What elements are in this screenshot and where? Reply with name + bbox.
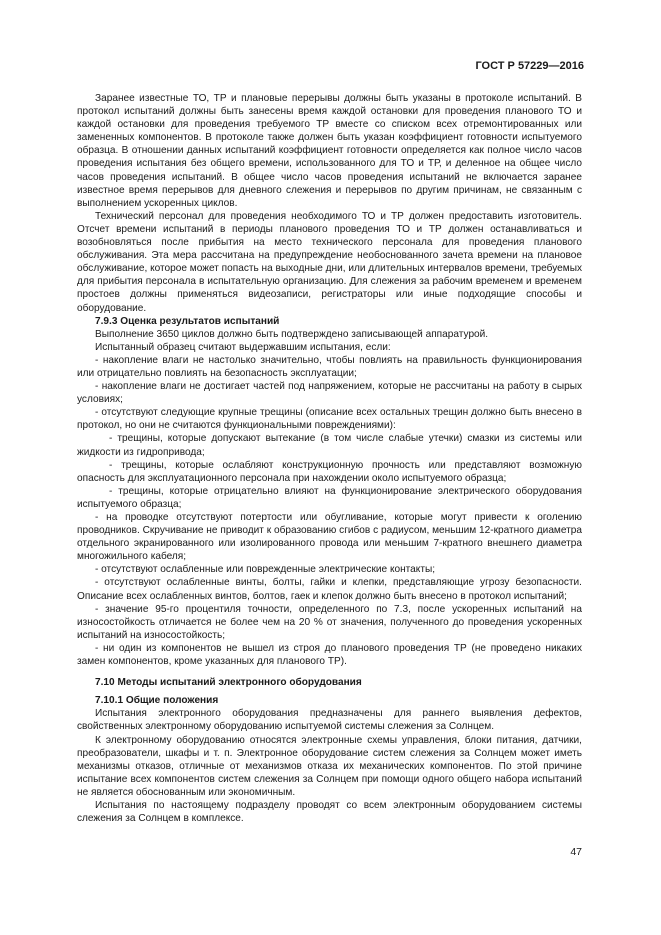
list-item: - отсутствуют ослабленные или поврежденные электрические контакты; [95, 564, 436, 576]
list-item: - на проводке отсутствуют потертости или обугливание, которые могут привести к оголению проводников. Скручивание не приводит к образованию сгибов с радиусом, меньшим 12-кратного диаметра отдельного экранированного или изолированного провода или меньшим 7-кратного внешнего диаметра многожильного кабеля; [77, 512, 582, 563]
section-heading-7-10-1: 7.10.1 Общие положения [95, 695, 219, 707]
paragraph-criteria-intro: Испытанный образец считают выдержавшим испытания, если: [95, 341, 391, 353]
list-item: - накопление влаги не достигает частей под напряжением, которые не рассчитаны на работу в сырых условиях; [77, 381, 582, 406]
paragraph-purpose: Испытания электронного оборудования предназначены для раннего выявления дефектов, свойственных электронному оборудованию испытуемой системы слежения за Солнцем. [77, 708, 582, 733]
paragraph-personnel: Технический персонал для проведения необходимого ТО и ТР должен предоставить изготовитель. Отсчет времени испытаний в периоды планового проведения ТО и ТР должен останавливаться и возобновляться после прибытия на место технического персонала для проведения планового обслуживания. Эта мера рассчитана на предупреждение необоснованного зачета времени на плановое обслуживание, которое может попасть на выходные дни, или длительных интервалов времени, требуемых для прибытия персонала в испытательную организацию. Для слежения за рабочим временем и временем простоев должны применяться видеозаписи, регистраторы или иные подходящие способы и оборудование. [77, 210, 582, 314]
list-item: - накопление влаги не настолько значительно, чтобы повлиять на правильность функционирования или отрицательно повлиять на безопасность эксплуатации; [77, 354, 582, 379]
list-item: - отсутствуют ослабленные винты, болты, гайки и клепки, представляющие угрозу безопасности. Описание всех ослабленных винтов, болтов, гаек и клепок должно быть внесено в протокол испытаний; [77, 577, 582, 602]
section-heading-7-10: 7.10 Методы испытаний электронного оборудования [95, 677, 362, 689]
list-item: - отсутствуют следующие крупные трещины (описание всех остальных трещин должно быть внесено в протокол, но они не считаются функциональными повреждениями): [77, 407, 582, 432]
paragraph-cycles: Выполнение 3650 циклов должно быть подтверждено записывающей аппаратурой. [95, 328, 489, 340]
document-body [77, 92, 582, 825]
paragraph-scope: Испытания по настоящему подразделу проводят со всем электронным оборудованием системы слежения за Солнцем в комплексе. [77, 799, 582, 825]
list-item: - ни один из компонентов не вышел из строя до планового проведения ТР (не проведено никаких замен компонентов, кроме указанных для планового ТР). [77, 642, 582, 668]
sub-list-item: - трещины, которые отрицательно влияют на функционирование электрического оборудования испытуемого образца; [77, 485, 582, 510]
paragraph-electronic-equipment: К электронному оборудованию относятся электронные схемы управления, блоки питания, датчики, преобразователи, шкафы и т. п. Электронное оборудование систем слежения за Солнцем может иметь механизмы отказов, отличные от механизмов отказа их механических компонентов. По этой причине испытание всех компонентов систем слежения за Солнцем при помощи одного общего набора испытаний не является обоснованным или экономичным. [77, 734, 582, 798]
section-heading-7-9-3: 7.9.3 Оценка результатов испытаний [95, 315, 280, 327]
document-id: ГОСТ Р 57229—2016 [475, 60, 584, 72]
page-number: 47 [570, 846, 582, 858]
list-item: - значение 95-го процентиля точности, определенного по 7.3, после ускоренных испытаний на износостойкость отличается не более чем на 20 % от значения, полученного до проведения ускоренных испытаний на износостойкость; [77, 603, 582, 641]
sub-list-item: - трещины, которые ослабляют конструкционную прочность или представляют возможную опасность для эксплуатационного персонала при нахождении около испытуемого образца; [77, 459, 582, 484]
sub-list-item: - трещины, которые допускают вытекание (в том числе слабые утечки) смазки из системы или жидкости из гидропривода; [77, 433, 582, 458]
paragraph-protocol: Заранее известные ТО, ТР и плановые перерывы должны быть указаны в протоколе испытаний. В протокол испытаний должны быть занесены время каждой остановки для проведения планового ТО и каждой остановки для проведения требуемого ТР вместе со списком всех отремонтированных или замененных компонентов. В протоколе также должен быть указан коэффициент готовности испытуемого образца. В отношении данных испытаний коэффициент готовности определяется как полное число часов проведения испытания без общего времени, использованного для ТО и ТР, и деленное на общее число часов проведения испытаний. В общее число часов проведения испытаний не включается заранее известное время перерывов для дневного слежения и перерывов по другим причинам, не связанным с выполнением ускоренных циклов. [77, 93, 582, 209]
